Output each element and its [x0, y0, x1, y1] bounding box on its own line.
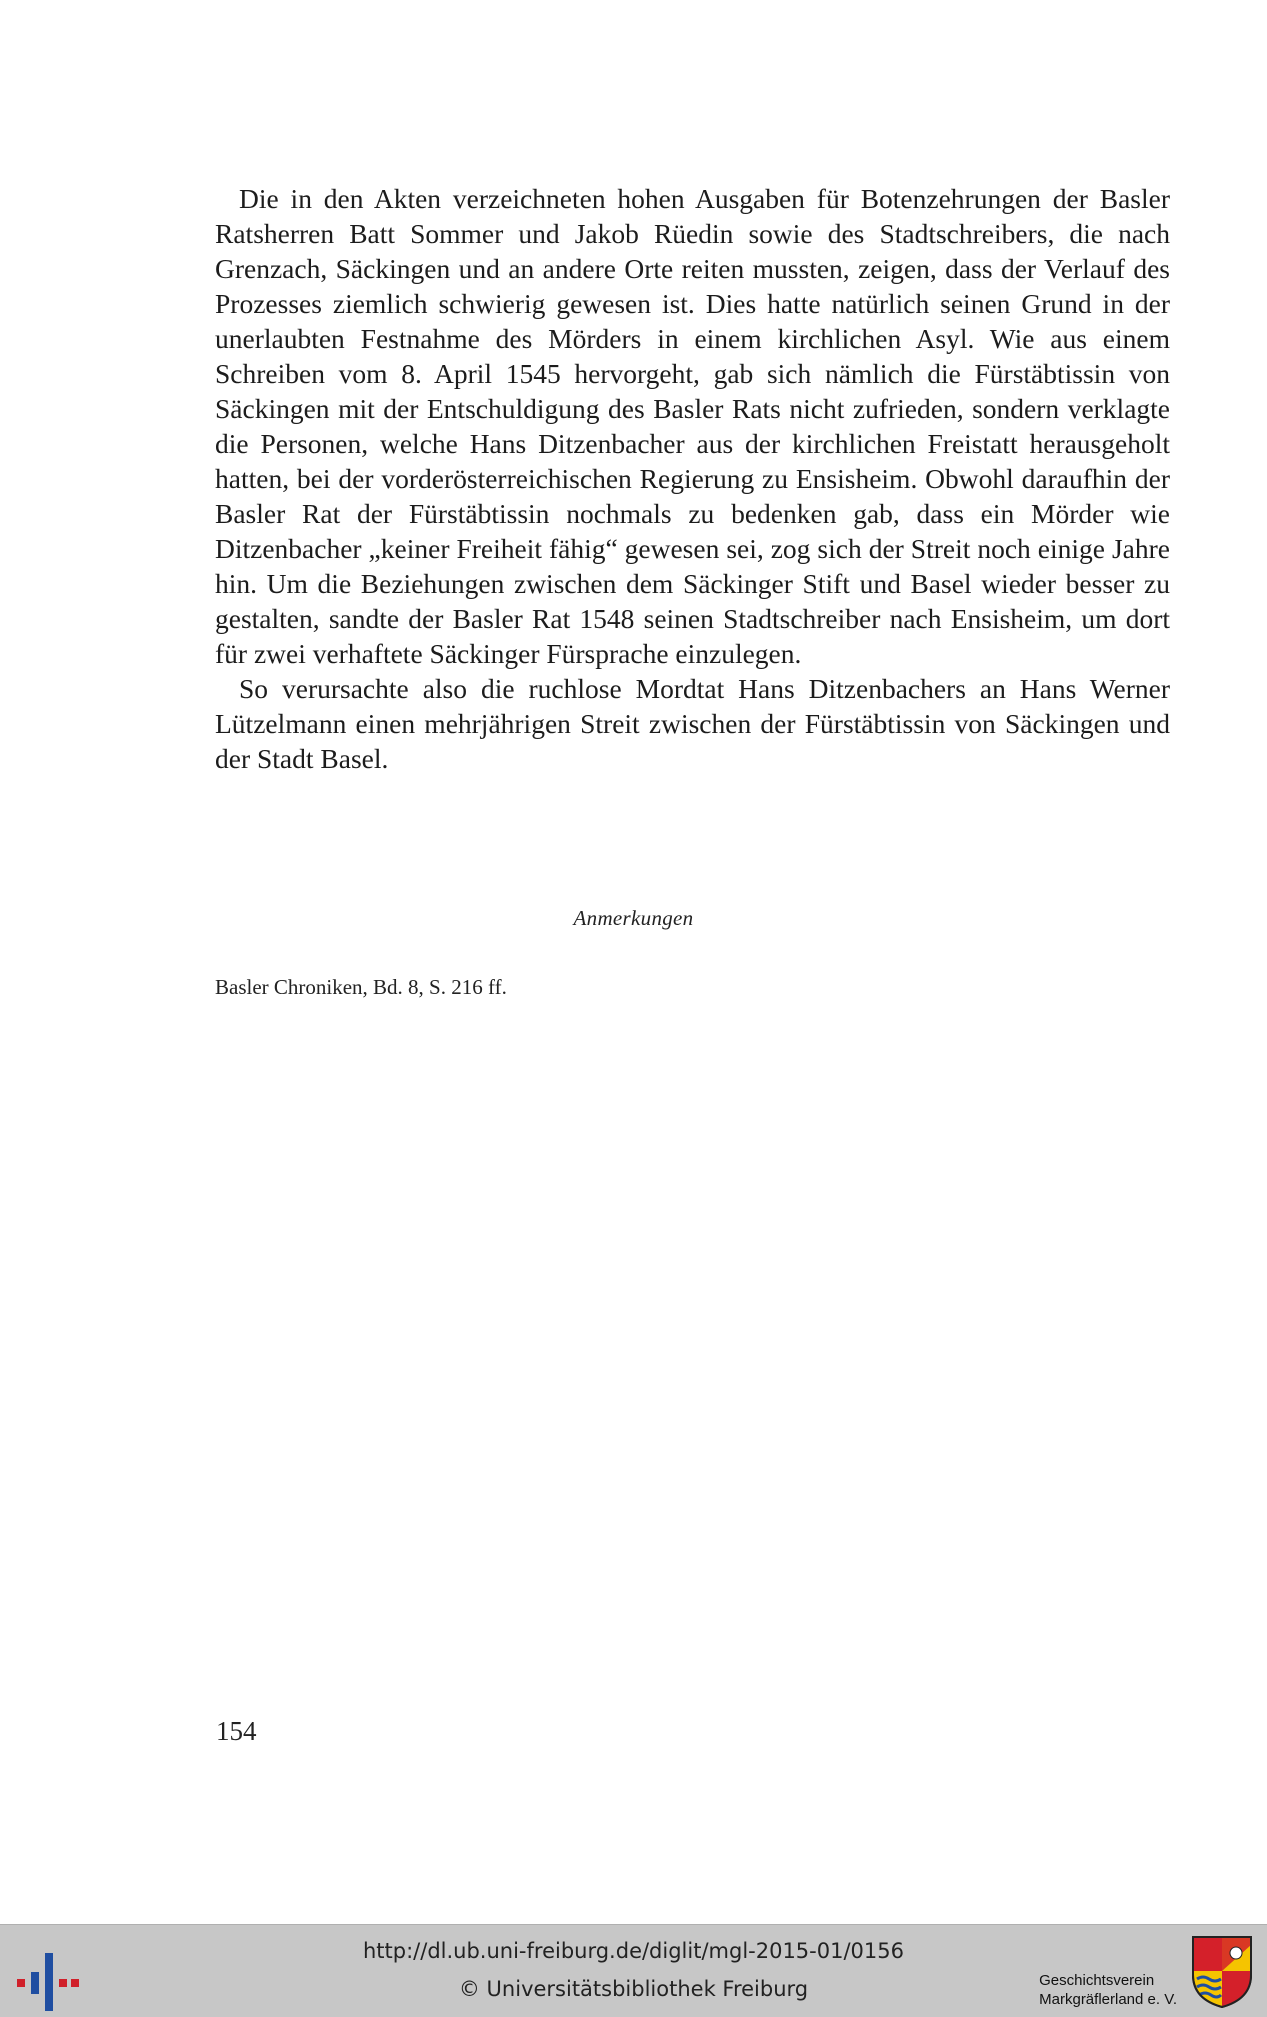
society-name-line2: Markgräflerland e. V. — [1039, 1991, 1177, 2008]
society-name-line1: Geschichtsverein — [1039, 1972, 1155, 1989]
notes-heading: Anmerkungen — [573, 906, 694, 930]
copyright-notice: © Universitätsbibliothek Freiburg — [458, 1977, 809, 2001]
footer-bar — [0, 1924, 1267, 2017]
society-name — [1039, 1971, 1177, 2009]
main-text — [215, 181, 1170, 776]
coat-of-arms-icon — [1191, 1935, 1253, 2009]
body-paragraph: Die in den Akten verzeichneten hohen Ausgaben für Botenzehrungen der Basler Ratsherren Batt Sommer und Jakob Rüedin sowie des Stadtschreibers, die nach Grenzach, Säckingen und an andere Orte reiten mussten, zeigen, dass der Verlauf des Prozesses ziemlich schwierig gewesen ist. Dies hatte natürlich seinen Grund in der unerlaubten Festnahme des Mörders in einem kirchlichen Asyl. Wie aus einem Schreiben vom 8. April 1545 hervorgeht, gab sich nämlich die Fürstäbtissin von Säckingen mit der Entschuldigung des Basler Rats nicht zufrieden, sondern verklagte die Personen, welche Hans Ditzenbacher aus der kirchlichen Freistatt herausgeholt hatten, bei der vorderösterreichischen Regierung zu Ensisheim. Obwohl daraufhin der Basler Rat der Fürstäbtissin nochmals zu bedenken gab, dass ein Mörder wie Ditzenbacher „keiner Freiheit fähig“ gewesen sei, zog sich der Streit noch einige Jahre hin. Um die Beziehungen zwischen dem Säckinger Stift und Basel wieder besser zu gestalten, sandte der Basler Rat 1548 seinen Stadtschreiber nach Ensisheim, um dort für zwei verhaftete Säckinger Fürsprache einzulegen. — [215, 183, 1170, 669]
document-url-link[interactable]: http://dl.ub.uni-freiburg.de/diglit/mgl-2015-01/0156 — [362, 1939, 904, 1963]
page-number: 154 — [216, 1716, 257, 1746]
note-item: Basler Chroniken, Bd. 8, S. 216 ff. — [215, 975, 507, 999]
body-paragraph: So verursachte also die ruchlose Mordtat Hans Ditzenbachers an Hans Werner Lützelmann einen mehrjährigen Streit zwischen der Fürstäbtissin von Säckingen und der Stadt Basel. — [215, 673, 1170, 774]
